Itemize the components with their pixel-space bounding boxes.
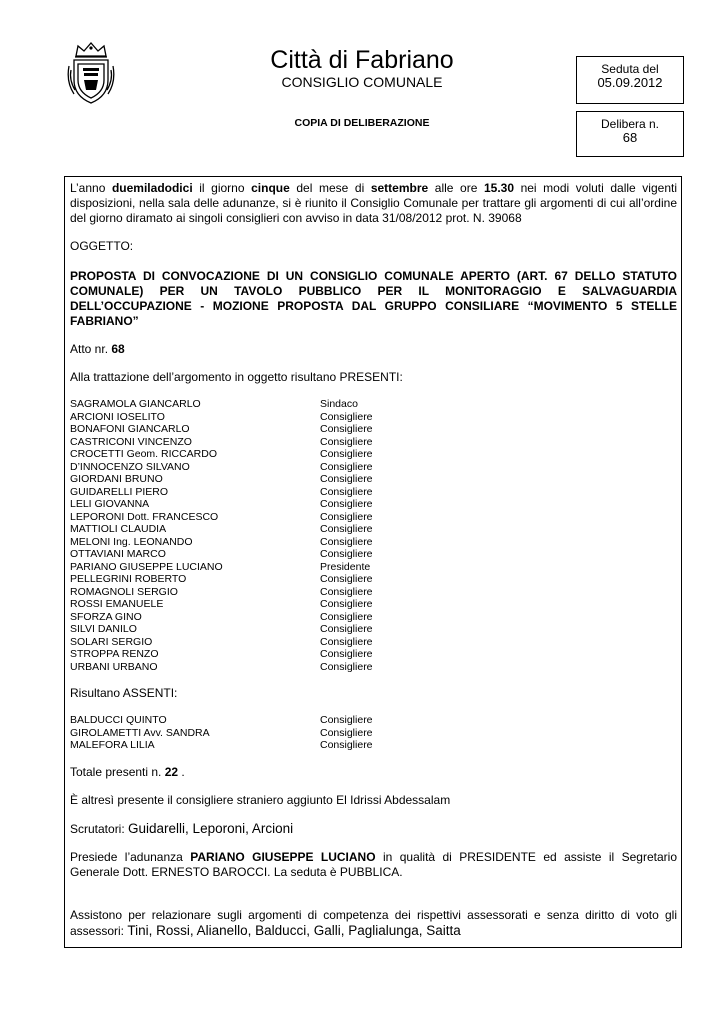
member-role: Consigliere	[320, 523, 373, 535]
roster-row	[70, 473, 677, 486]
member-name: PELLEGRINI ROBERTO	[70, 573, 187, 585]
roster-row	[70, 486, 677, 499]
roster-row	[70, 714, 677, 727]
resolution-label: Delibera n.	[600, 117, 660, 131]
copy-label: COPIA DI DELIBERAZIONE	[294, 117, 430, 129]
total-suffix: .	[178, 764, 185, 779]
member-role: Sindaco	[320, 398, 358, 410]
resolution-box	[576, 111, 684, 157]
act-number-line	[70, 342, 677, 357]
act-number: 68	[111, 342, 125, 356]
member-name: SILVI DANILO	[70, 623, 137, 635]
total-number: 22	[164, 764, 179, 779]
scrutineers-line	[70, 821, 677, 837]
present-list	[70, 398, 677, 673]
member-name: GIORDANI BRUNO	[70, 473, 163, 485]
member-role: Consigliere	[320, 423, 373, 435]
member-role: Consigliere	[320, 714, 373, 726]
member-role: Consigliere	[320, 510, 373, 523]
president-paragraph	[70, 850, 677, 880]
scrutineers-names: Guidarelli, Leporoni, Arcioni	[128, 820, 294, 836]
president-name: PARIANO GIUSEPPE LUCIANO	[190, 849, 376, 864]
intro-year: duemiladodici	[111, 181, 193, 195]
president-text: Presiede l’adunanza	[70, 849, 191, 864]
member-name: ROMAGNOLI SERGIO	[70, 585, 178, 598]
member-role: Consigliere	[320, 598, 373, 610]
session-box	[576, 56, 684, 104]
member-role: Consigliere	[320, 460, 373, 473]
intro-text: L’anno	[70, 181, 112, 195]
member-role: Consigliere	[320, 610, 373, 623]
intro-text: del mese di	[289, 181, 371, 195]
member-role: Consigliere	[320, 726, 373, 739]
roster-row	[70, 586, 677, 599]
intro-day: cinque	[251, 181, 290, 195]
act-label: Atto nr.	[70, 342, 112, 356]
intro-text: alle ore	[428, 181, 484, 195]
member-name: BALDUCCI QUINTO	[70, 714, 167, 726]
member-name: D’INNOCENZO SILVANO	[70, 460, 190, 473]
roster-row	[70, 636, 677, 649]
member-role: Consigliere	[320, 573, 373, 585]
member-name: PARIANO GIUSEPPE LUCIANO	[70, 560, 223, 573]
assessors-paragraph	[70, 908, 677, 939]
member-name: CASTRICONI VINCENZO	[70, 435, 192, 448]
session-date: 05.09.2012	[597, 75, 663, 90]
member-name: BONAFONI GIANCARLO	[70, 423, 190, 435]
roster-row	[70, 727, 677, 740]
member-name: URBANI URBANO	[70, 660, 158, 673]
intro-text: il giorno	[192, 181, 252, 195]
member-role: Consigliere	[320, 623, 373, 635]
assessors-names: Tini, Rossi, Alianello, Balducci, Galli, Paglialunga, Saitta	[127, 922, 461, 938]
roster-row	[70, 423, 677, 436]
roster-row	[70, 739, 677, 752]
member-role: Consigliere	[320, 435, 373, 448]
member-role: Consigliere	[320, 635, 373, 648]
resolution-number: 68	[622, 130, 638, 145]
subject-label: OGGETTO:	[70, 239, 134, 253]
roster-row	[70, 411, 677, 424]
member-role: Consigliere	[320, 498, 373, 510]
city-name: Città di Fabriano	[270, 46, 454, 74]
member-role: Consigliere	[320, 548, 373, 560]
member-role: Consigliere	[320, 485, 373, 498]
member-name: SOLARI SERGIO	[70, 635, 153, 648]
member-name: OTTAVIANI MARCO	[70, 548, 166, 560]
roster-row	[70, 536, 677, 549]
intro-time: 15.30	[483, 181, 514, 195]
absent-list	[70, 714, 677, 752]
member-role: Consigliere	[320, 739, 373, 751]
roster-row	[70, 498, 677, 511]
member-role: Consigliere	[320, 648, 373, 660]
total-label: Totale presenti n.	[70, 764, 165, 779]
member-role: Consigliere	[320, 410, 373, 423]
member-name: ROSSI EMANUELE	[70, 598, 164, 610]
roster-row	[70, 561, 677, 574]
member-role: Presidente	[320, 560, 371, 573]
roster-row	[70, 436, 677, 449]
member-name: SAGRAMOLA GIANCARLO	[70, 398, 201, 410]
roster-row	[70, 448, 677, 461]
resolution-body	[64, 176, 682, 948]
absent-heading: Risultano ASSENTI:	[70, 686, 178, 700]
scrutineers-label: Scrutatori:	[70, 821, 129, 836]
member-role: Consigliere	[320, 660, 373, 673]
roster-row	[70, 461, 677, 474]
roster-row	[70, 573, 677, 586]
member-name: CROCETTI Geom. RICCARDO	[70, 448, 218, 460]
member-name: ARCIONI IOSELITO	[70, 410, 165, 423]
roster-row	[70, 598, 677, 611]
member-role: Consigliere	[320, 585, 373, 598]
president-text: in qualità di PRESIDENTE ed assiste il Segretario Generale Dott. ERNESTO BAROCCI. La seduta è PUBBLICA.	[70, 849, 677, 879]
member-role: Consigliere	[320, 448, 373, 460]
session-label: Seduta del	[601, 62, 659, 76]
member-name: STROPPA RENZO	[70, 648, 159, 660]
roster-row	[70, 548, 677, 561]
roster-row	[70, 511, 677, 524]
member-name: GUIDARELLI PIERO	[70, 485, 169, 498]
member-name: MELONI Ing. LEONANDO	[70, 535, 193, 548]
subject-text: PROPOSTA DI CONVOCAZIONE DI UN CONSIGLIO COMUNALE APERTO (ART. 67 DELLO STATUTO COMUNALE) PER UN TAVOLO PUBBLICO PER IL MONITORAGGIO E SALVAGUARDIA DELL’OCCUPAZIONE - MOZIONE PROPOSTA DAL GRUPPO CONSILIARE “MOVIMENTO 5 STELLE FABRIANO”	[70, 269, 677, 328]
member-role: Consigliere	[320, 535, 373, 548]
foreign-councillor-note: È altresì presente il consigliere straniero aggiunto El Idrissi Abdessalam	[70, 792, 451, 807]
council-name: CONSIGLIO COMUNALE	[281, 74, 443, 90]
member-name: SFORZA GINO	[70, 610, 142, 623]
intro-paragraph	[70, 181, 677, 226]
member-name: GIROLAMETTI Avv. SANDRA	[70, 726, 210, 739]
member-role: Consigliere	[320, 473, 373, 485]
member-name: MALEFORA LILIA	[70, 739, 155, 751]
assessors-text: Assistono per relazionare sugli argomenti di competenza dei rispettivi assessorati e senza diritto di voto gli assessori:	[70, 907, 677, 938]
member-name: LEPORONI Dott. FRANCESCO	[70, 510, 219, 523]
intro-month: settembre	[370, 181, 429, 195]
roster-row	[70, 648, 677, 661]
intro-text: nei modi voluti dalle vigenti disposizioni, nella sala delle adunanze, si è riunito il Consiglio Comunale per trattare gli argomenti di cui all’ordine del giorno diramato ai singoli consiglieri con avviso in data 31/08/2012 prot. N. 39068	[70, 181, 677, 225]
roster-row	[70, 398, 677, 411]
member-name: MATTIOLI CLAUDIA	[70, 523, 167, 535]
roster-row	[70, 523, 677, 536]
present-heading: Alla trattazione dell’argomento in oggetto risultano PRESENTI:	[70, 370, 403, 384]
total-present	[70, 765, 677, 780]
member-name: LELI GIOVANNA	[70, 498, 150, 510]
roster-row	[70, 611, 677, 624]
roster-row	[70, 661, 677, 674]
roster-row	[70, 623, 677, 636]
